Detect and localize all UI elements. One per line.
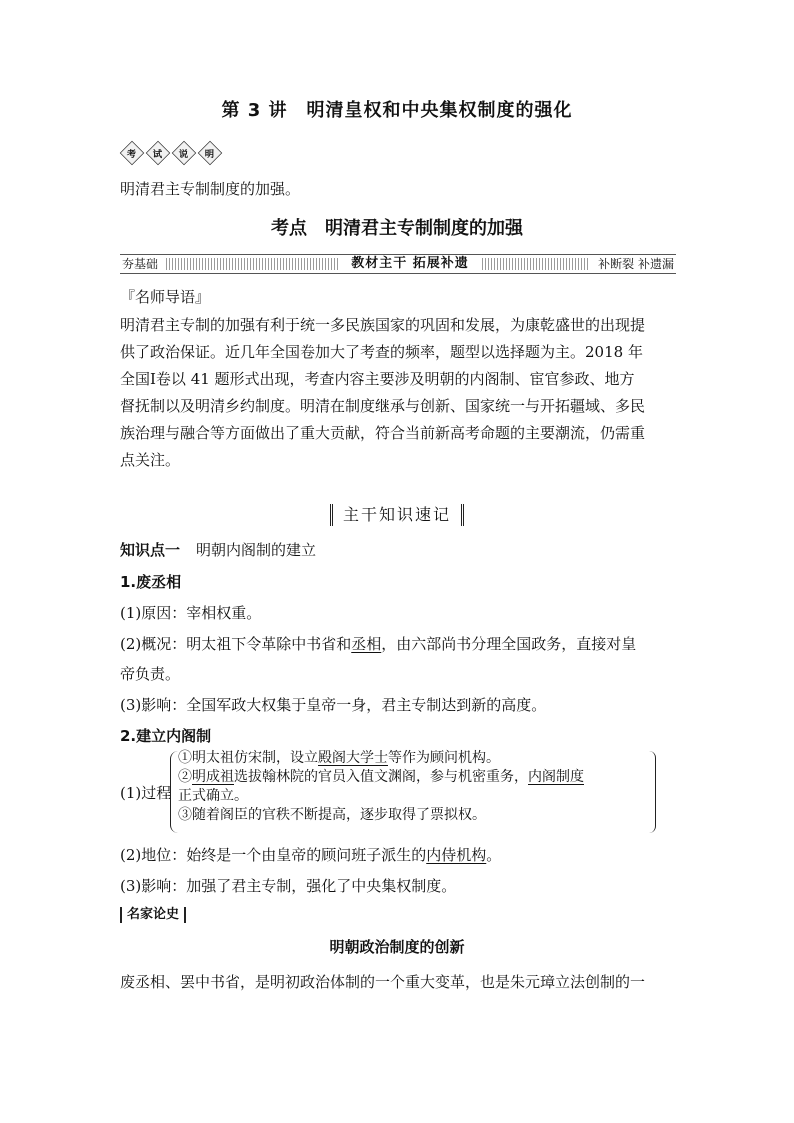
famous-heading: 明朝政治制度的创新 xyxy=(329,938,465,956)
section-band xyxy=(120,254,676,274)
badge-char: 试 xyxy=(146,141,170,165)
band-right-label: 补断裂 补遗漏 xyxy=(598,257,674,271)
s2-status: (2)地位：始终是一个由皇帝的顾问班子派生的内侍机构。 xyxy=(120,846,502,864)
kp1-title: 明朝内阁制的建立 xyxy=(196,541,317,559)
badge-char: 明 xyxy=(198,141,222,165)
knowledge-box xyxy=(0,504,794,526)
s2-effect: (3)影响：加强了君主专制，强化了中央集权制度。 xyxy=(120,877,457,895)
band-hatch-right xyxy=(482,258,590,270)
kp1-heading xyxy=(120,540,316,560)
guide-line: 全国Ⅰ卷以 41 题形式出现，考查内容主要涉及明朝的内阁制、宦官参政、地方 xyxy=(120,370,635,388)
band-center-label: 教材主干 拓展补遗 xyxy=(351,256,469,271)
famous-tag: 名家论史 xyxy=(120,907,186,923)
guide-paragraph xyxy=(120,312,676,474)
process-items xyxy=(178,749,652,825)
badge-char: 说 xyxy=(172,141,196,165)
underlined-term: 殿阁大学士 xyxy=(318,750,388,766)
guide-label: 『名师导语』 xyxy=(120,288,211,306)
exam-badge xyxy=(120,141,224,165)
guide-line: 明清君主专制的加强有利于统一多民族国家的巩固和发展，为康乾盛世的出现提 xyxy=(120,316,646,334)
process-label: (1)过程 xyxy=(120,784,172,802)
exam-note: 明清君主专制制度的加强。 xyxy=(120,180,301,198)
band-hatch-left xyxy=(166,258,338,270)
s1-overview-cont: 帝负责。 xyxy=(120,665,181,683)
guide-line: 点关注。 xyxy=(120,451,181,469)
process-item-3: ③随着阁臣的官秩不断提高，逐步取得了票拟权。 xyxy=(178,807,486,823)
underlined-term: 内侍机构 xyxy=(426,846,487,864)
guide-line: 供了政治保证。近几年全国卷加大了考查的频率，题型以选择题为主。2018 年 xyxy=(120,343,643,361)
lesson-title: 第 3 讲 明清皇权和中央集权制度的强化 xyxy=(221,100,573,121)
guide-line: 族治理与融合等方面做出了重大贡献，符合当前新高考命题的主要潮流，仍需重 xyxy=(120,424,646,442)
s1-title: 1.废丞相 xyxy=(120,573,182,591)
s2-title: 2.建立内阁制 xyxy=(120,727,212,745)
s1-overview: (2)概况：明太祖下令革除中书省和丞相，由六部尚书分理全国政务，直接对皇 xyxy=(120,635,637,653)
process-item-2: ②明成祖选拔翰林院的官员入值文渊阁，参与机密重务，内阁制度 xyxy=(178,769,584,785)
kp1-label: 知识点一 xyxy=(120,541,181,559)
guide-line: 督抚制以及明清乡约制度。明清在制度继承与创新、国家统一与开拓疆域、多民 xyxy=(120,397,646,415)
underlined-term: 丞相 xyxy=(351,635,382,653)
section-heading: 考点 明清君主专制制度的加强 xyxy=(271,218,523,239)
underlined-term: 明成祖 xyxy=(192,769,234,785)
band-left-label: 夯基础 xyxy=(122,257,159,271)
underlined-term: 内阁制度 xyxy=(528,769,584,785)
famous-text: 废丞相、罢中书省，是明初政治体制的一个重大变革，也是朱元璋立法创制的一 xyxy=(120,973,646,991)
process-brace xyxy=(170,749,650,835)
process-item-2-cont: 正式确立。 xyxy=(178,788,248,804)
process-item-1: ①明太祖仿宋制，设立殿阁大学士等作为顾问机构。 xyxy=(178,750,500,766)
s1-effect: (3)影响：全国军政大权集于皇帝一身，君主专制达到新的高度。 xyxy=(120,696,547,714)
badge-char: 考 xyxy=(120,141,144,165)
knowledge-box-label: 主干知识速记 xyxy=(330,504,464,526)
s1-cause: (1)原因：宰相权重。 xyxy=(120,604,262,622)
